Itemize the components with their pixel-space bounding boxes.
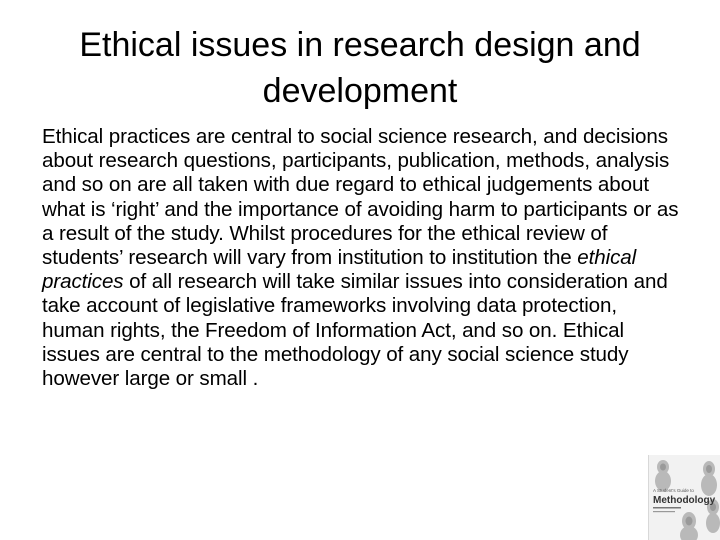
body-text-emphasis: ethical practices	[42, 246, 637, 294]
body-text-part-2: of all research will take similar issues into consideration and take account of legislative frameworks involving data protection, human rights, the Freedom of Information Act, and so on. Ethical issues are central to the methodology of any social science study however large or small .	[42, 270, 668, 391]
book-cover-art	[649, 455, 720, 540]
slide-title: Ethical issues in research design and development	[79, 26, 641, 110]
book-subtitle: A Student's Guide to	[653, 488, 694, 493]
book-title: Methodology	[653, 495, 716, 506]
body-text-part-1: Ethical practices are central to social science research, and decisions about research questions, participants, publication, methods, analysis and so on are all taken with due regard to ethical judgements about what is ‘right’ and the importance of avoiding harm to participants or as a result of the study. Whilst procedures for the ethical review of students’ research will vary from institution to institution the	[42, 125, 679, 270]
book-cover-thumbnail	[648, 455, 720, 540]
slide-body-text	[42, 125, 682, 391]
